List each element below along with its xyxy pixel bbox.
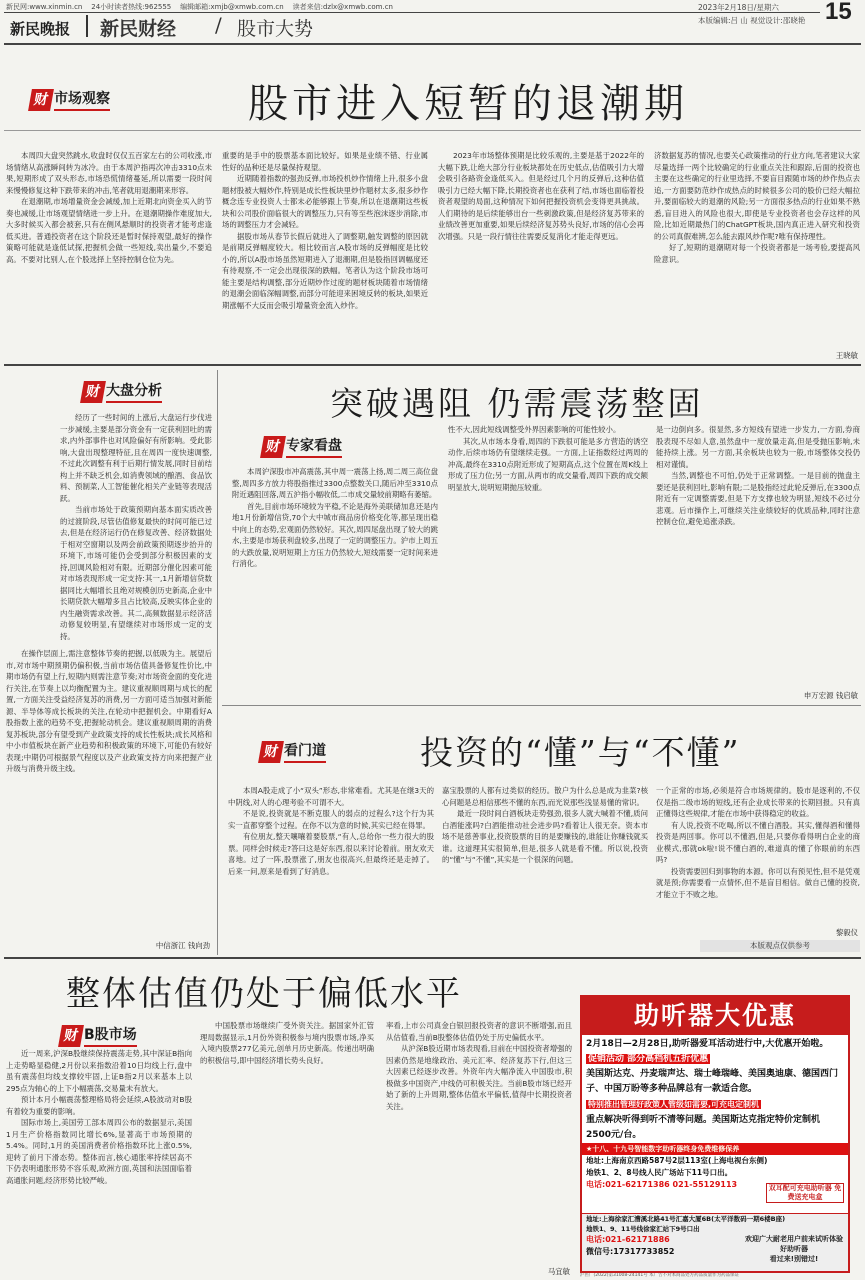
a3-col1: 本周沪深股市冲高震荡,其中周一震荡上扬,周二周三高位盘整,周四多方放力将股指推过3300点整数关口,随后冲至3310点附近遇阻回落,周五沪指小幅收低,二市成交量较前期略有萎缩。 首先,目前市场环境较为平稳,不论是海外美联储加息还是内地1月份新增信贷,70个大中城市商品房价格变化等,都呈现出稳中向上的态势,宏观面仍然较好。其次,周四尾盘出现了较大的跳水,主要是市场获利盘较多,出现了一定的调整压力。沪市上周五的大跌放量,说明短期上方压力仍然较大,短线需要一定时间来进行消化。 — [232, 467, 438, 568]
ad-tel1: 电话:021-62171386 021-55129113 — [586, 1180, 738, 1189]
headline-a4: 投资的“懂”与“不懂” — [420, 733, 741, 772]
editor-email: 编辑邮箱:xmjb@xmwb.com.cn — [180, 3, 284, 11]
headline-a5: 整体估值仍处于偏低水平 — [66, 974, 462, 1014]
badge-b-share: 财 B股市场 — [60, 1024, 137, 1047]
section-name: 新民财经 — [100, 18, 177, 40]
ad-tel2: 电话:021-62171886 — [586, 1235, 670, 1244]
a2-byline: 中信浙江 钱向劲 — [155, 941, 210, 950]
a1-col3: 2023年市场整体预期是比较乐观的,主要是基于2022年的大幅下跌,让绝大部分行业板块都处在历史低点,估值吸引力大增会吸引各路资金逢低买入。但是经过几个月的反弹后,这种估值吸引力已经大幅下降,长期投资者也在获利了结,市场也面临着投资者观望的局面,这种情况下如何把握投资机会变得更具挑战。人们期待的是后续能够出台一些刺激政策,但是经济复苏带来的业绩改善更加重要,如果后续经济复苏势头良好,市场的信心会再次增强。只是一段行情往往需要反复消化才能走得更远。 — [438, 151, 644, 241]
subsection-name: 股市大势 — [237, 18, 314, 40]
a3-col2: 性不大,因此短线调整受外界因素影响的可能性较小。 其次,从市场本身看,周四的下跌很可能是多方营造的诱空动作,后续市场仍有望继续走强。一方面,上证指数经过两周的冲高,最终在3310点附近形成了短期高点,这个位置在周K线上形成了压力位;另一方面,从两市的成交量看,周四下跌的成交额明显放大,说明短期抛压较重。 — [448, 425, 648, 492]
a5-col2: 中国股票市场继续广受外资关注。据国家外汇管理局数据显示,1月份外资积极参与境内股票市场,净买入境内股票277亿美元,创单月历史新高。传递出明确的积极信号,即中国经济增长势头良好。 — [200, 1021, 374, 1065]
a4-col3: 一个正常的市场,必须是符合市场规律的。股市是逐利的,不仅仅是指二级市场的短线,还有企业成长带来的长期回报。只有真正懂得这些规律,才能在市场中获得稳定的收益。 有人说,投资不吃喝,所以不懂白酒股。其实,懂得酒和懂得投资是两回事。你可以不懂酒,但是,只要你看得明白企业的商业模式,那就ok啦!说不懂白酒的,难道真的懂了你眼前的东西吗? 投资需要回归到事物的本源。你可以有预见性,但不是凭观就是预;你需要看一点情怀,但不是盲目相信。做自己懂的投资,才能立于不败之地。 — [656, 786, 860, 899]
badge-market-observe: 财 市场观察 — [30, 88, 110, 111]
a3-col3: 是一边倒向多。很显然,多方短线有望进一步发力,一方面,券商股表现不尽如人意,虽然盘中一度放量走高,但是受抛压影响,未能持续上涨。另一方面,其余板块也较为一般,市场整体交投仍相对谨慎。 当然,调整也不可怕,仍处于正常调整。一是目前的抛盘主要还是获利回吐,影响有限;二是股指经过此轮反弹后,在3300点附近有一定调整需要,但是下方支撑也较为明显,短线不必过分悲观。后市操作上,可继续关注业绩较好的优质品种,同时注意控制仓位,避免追涨杀跌。 — [656, 425, 860, 526]
a3-byline: 申万宏源 钱启敏 — [803, 691, 858, 700]
a4-byline: 黎毅仪 — [835, 928, 858, 937]
headline-a3: 突破遇阻 仍需震荡整固 — [330, 384, 704, 423]
site-url: 新民网:www.xinmin.cn — [6, 3, 83, 11]
ad-note: 沪医广(2022)第31008-24141号 本广告不对本商品处方药品质量作为药品保证 — [580, 1273, 740, 1278]
a5-byline: 马宜敏 — [547, 1267, 570, 1276]
a5-col1: 近一周来,沪深B股继续保持震荡走势,其中深证B指向上走势略显稳健,2月份以来指数沿着10日均线上行,盘中虽有震荡但均线支撑较牢固,上证B指2月以来基本上以295点为轴心的上下小幅震荡,交易量未有放大。 预计本月小幅震荡整理格局将会延续,A股波动对B股有着较为重要的影响。 国际市场上,美国劳工部本周四公布的数据显示,美国1月生产价格指数同比增长6%,显著高于市场预期的5.4%。同时,1月的美国消费者价格指数环比上涨0.5%,迎转了前月下滑态势。整体而言,核心通胀率持续居高不下仍表明通胀形势不容乐观,欧洲方面,英国和法国面临着高通胀问题,经济形势比较严峻。 — [6, 1049, 192, 1185]
disclaimer: 本版观点仅供参考 — [700, 940, 860, 952]
badge-market-analysis: 财 大盘分析 — [82, 380, 162, 403]
a1-col2: 重要的是手中的股票基本面比较好。如果是业绩不错、行业属性好的品种还是尽量保持观望。 近期随着指数的强劲反弹,市场投机炒作情绪上升,很多小盘题材股被大幅炒作,特别是成长性板块里炒作题材太多,很多炒作概念连专业投资人士都未必能够跟上节奏,所以在退潮期这些板块和公司股价面临很大的调整压力,只有等至些泡沫逐步消除,市场的调整压力才会减轻。 据股市场从春节长假后就进入了调整期,触发调整的原因就是前期反弹幅度较大。相比较而言,A股市场的反弹幅度是比较小的,所以A股市场虽然短期进入了退潮期,但是股指回调幅度还有待观察,不一定会出现很深的跌幅。笔者认为这个阶段市场可能主要是结构调整,部分近期炒作过度的题材板块随着市场情绪的退潮会面临深幅调整,而部分可能迎来困境反转的板块,如果近期涨幅不大反而会吸引增量资金流入炒作。 — [222, 151, 428, 310]
badge-know-how: 财 看门道 — [260, 740, 326, 763]
ad-addr1b: 地铁1、2、8号线人民广场站下11号口出。 — [586, 1168, 733, 1177]
ad-slogans: 欢迎广大耐老用户前来试听体验 好助听器 看过来!别错过! — [745, 1235, 843, 1263]
a4-col1: 本周A股走成了小“双头”形态,非常难看。尤其是在继3天的中阴线,对人的心理考验不可谓不大。 不是说,投资就是不断克服人的弱点的过程么?这个行为其实一直都穿整个过程。在你不以为意的时候,其实已经在得罪。 有位朋友,整天嚷嚷着要股票,“有人,总给你一些力很大的股票。同样会时候走?答曰这是好东西,很以来讨论着前。朋友欢天喜地。过了一阵,股票涨了,朋友也很高兴,但最终还是走掉了。后来一问,原来是看到了好消息。 — [228, 786, 434, 876]
ad-footer — [582, 1213, 848, 1271]
cai-logo-icon: 财 — [58, 1025, 84, 1047]
a2-col-top: 经历了一些时间的上涨后,大盘运行步伐进一步减缓,主要是部分资金有一定获利回吐的需求,内外部事件也对风险偏好有所影响。受此影响,大盘出现整理特征,且在周四一度快速调整,不过此次调整有利于后期行情发展,同时目前结构上并不缺乏机会,如消费领域的酿酒、食品饮料、预制菜,人工智能催化相关产业链等表现活跃。 当前市场处于政策预期向基本面实质改善的过渡阶段,尽管估值修复最快的时间可能已过去,但是在经济运行仍在修复改善、经济数据处于相对空窗期以及两会前政策预期逐步抬升的环境下,市场可能仍会受到部分积极因素的支持,回调风险相对有限。近期部分催化因素可能对市场表现形成一定支持:其一,1月新增信贷数据同比大幅增长且绝对规模创历史新高,企业中长期贷款大幅增多且占比较高,反映实体企业的内生融资需求改善。其二,高频数据显示经济活动修复较明显,有望继续对市场形成一定的支持。 — [60, 413, 212, 641]
ad-special: 特别推出管理好政策人管级如需要,可充电定制机 — [588, 1100, 760, 1109]
headline-a1: 股市进入短暂的退潮期 — [248, 81, 688, 127]
a2-col-bottom: 在操作层面上,需注意整体节奏的把握,以低吸为主。展望后市,对市场中期预期仍偏积极,当前市场估值具备修复性价比,中期市场仍有望上行,短期内则需注意节奏;对市场资金面的变化进行关注,在节奏上以均衡配置为主。建议重视顺周期与成长的配置,一方面关注受益经济复苏的消费,另一方面可适当加强对新能源、半导体等成长板块的关注,在轮动中把握机会。中期看好A股指数上涨的趋势不变,把握轮动机会。建议重视顺周期的消费复苏板块,部分有望受到产业政策支持的成长性板块;成长风格和中小市值板块在新产业趋势和积极政策的环境下,可能仍有较好表现;中期仍可根据景气程度以及产业政策支持方向来把握产业升级与消费升级主线。 — [6, 649, 212, 773]
ad-badge-right: 双耳配可充电助听器 免费送充电盒 — [766, 1183, 844, 1203]
hotline: 24小时读者热线:962555 — [91, 3, 172, 11]
cai-logo-icon: 财 — [260, 436, 286, 458]
ad-service: 重点解决听得到听不清等问题。美国斯达克指定特价定制机2500元/台。 — [586, 1115, 821, 1140]
ad-addr2b: 地铁1、9、11号线徐家汇站下9号口出 — [586, 1225, 700, 1233]
page-number: 15 — [825, 0, 852, 25]
hearing-aid-ad — [580, 995, 850, 1273]
badge-expert-view: 财 专家看盘 — [262, 435, 342, 458]
ad-banner: ★十八、十九号智能数字助听器终身免费维修保养 — [582, 1143, 848, 1155]
issue-date: 2023年2月18日/星期六 — [698, 3, 779, 12]
ad-line1: 2月18日—2月28日,助听器爱耳活动进行中,大优惠开始啦。 — [586, 1039, 829, 1049]
page-editors: 本版编辑:吕 山 视觉设计:邵晓艳 — [698, 16, 806, 25]
paper-name: 新民晚报 — [10, 20, 71, 38]
a5-col3: 率看,上市公司真金白银回报投资者的意识不断增强,而且从估值看,当前B股整体估值仍处于历史偏低水平。 从沪深B股近期市场表现看,目前在中国投资者增强的因素仍然是地缘政治、美元汇率、经济复苏下行,但这三大因素已经逐步改善。外资年内大幅净流入中国股市,积极做多中国资产,中线仍可积极关注。当前B股市场已经开始了新的上升周期,整体估值水平偏低,值得中长期投资者关注。 — [386, 1021, 572, 1111]
ad-brands: 美国斯达克、丹麦瑞声达、瑞士峰瑞峰、美国奥迪康、德国西门子、中国万盼等多种品牌总有一款适合您。 — [586, 1069, 839, 1094]
masthead-info — [6, 2, 393, 12]
ad-wechat: 微信号:17317733852 — [586, 1247, 675, 1256]
cai-logo-icon: 财 — [80, 381, 106, 403]
a1-col1: 本周四大盘突然跳水,收盘时仅仅五百家左右的公司收涨,市场情绪从高涨瞬间转为冰冷。由于本周沪指再次冲击3310点未果,短期形成了双头形态,市场恐慌情绪蔓延,所以需要一段时间来慢慢修复这种下跌带来的冲击,笔者就用退潮期来形容。 在退潮期,市场增量资金会减缓,加上近期北向资金买入的节奏也减缓,让市场观望情绪进一步上升。在退潮期操作难度加大,大多时候买入都会被套,只有在侧风悬顺时的投资者才能考虑逢低买进。普通投资者在这个阶段还是暂时保持观望,最好的操作策略可能就是逢低试探,把握机会做一些短线,卖出量少,不要追高。不要对比别人,在个股选择上坚持控制仓位为先。 — [6, 151, 212, 264]
ad-addr2: 地址:上海徐家汇漕溪北路41号汇嘉大厦6B(太平洋数码一期6楼B座) — [586, 1215, 786, 1223]
reader-email: 读者来信:dzlx@xmwb.com.cn — [292, 3, 393, 11]
ad-title: 助听器大优惠 — [582, 997, 848, 1035]
a1-byline: 王晓敏 — [835, 351, 858, 360]
a4-col2: 嘉宝股票的人都有过类似的经历。散户为什么总是成为韭菜?核心问题是总相信那些不懂的东西,而光说那些浅显易懂的常识。 最近一段时间白酒板块走势强劲,很多人就大喊着不懂,质问白酒能涨吗?白酒能推动社会进步吗?看着让人很无奈。资本市场不是慈善事业,投资股票的目的是要赚钱的,谁能让你赚钱就买谁。这道理其实很简单,但是,很多人就是看不懂。所以说,投资的“懂”与“不懂”,其实是一个很深的问题。 — [442, 786, 648, 864]
cai-logo-icon: 财 — [28, 89, 54, 111]
cai-logo-icon: 财 — [258, 741, 284, 763]
a1-col4: 济数据复苏的情况,也要关心政策推动的行业方向,笔者建议大家尽量选择一两个比较确定的行业重点关注和跟踪,后面的投资也主要在这些确定的行业里选择,不要盲目跟随市场的炒作热点去追,一方面要防范炒作成热点的时候很多公司的股价已经大幅拉升,要面临较大的退潮的风险;另一方面很多热点的行业如果不熟悉,盲目进入的风险也很大,即使是专业投资者也会存这样的风险,比如近期最热门的ChatGPT板块,国内真正进入研究和投资的公司真假难辨,怎么能去跟风炒作呢?唯有保持理性。 好了,短期的退潮期对每一个投资者都是一场考验,要提高风险意识。 — [654, 151, 860, 264]
ad-addr1: 地址:上海南京西路587号2层113室(上海电视台东侧) — [586, 1156, 768, 1165]
ad-promo: 促销活动 部分高档机五折优惠 — [588, 1054, 709, 1064]
